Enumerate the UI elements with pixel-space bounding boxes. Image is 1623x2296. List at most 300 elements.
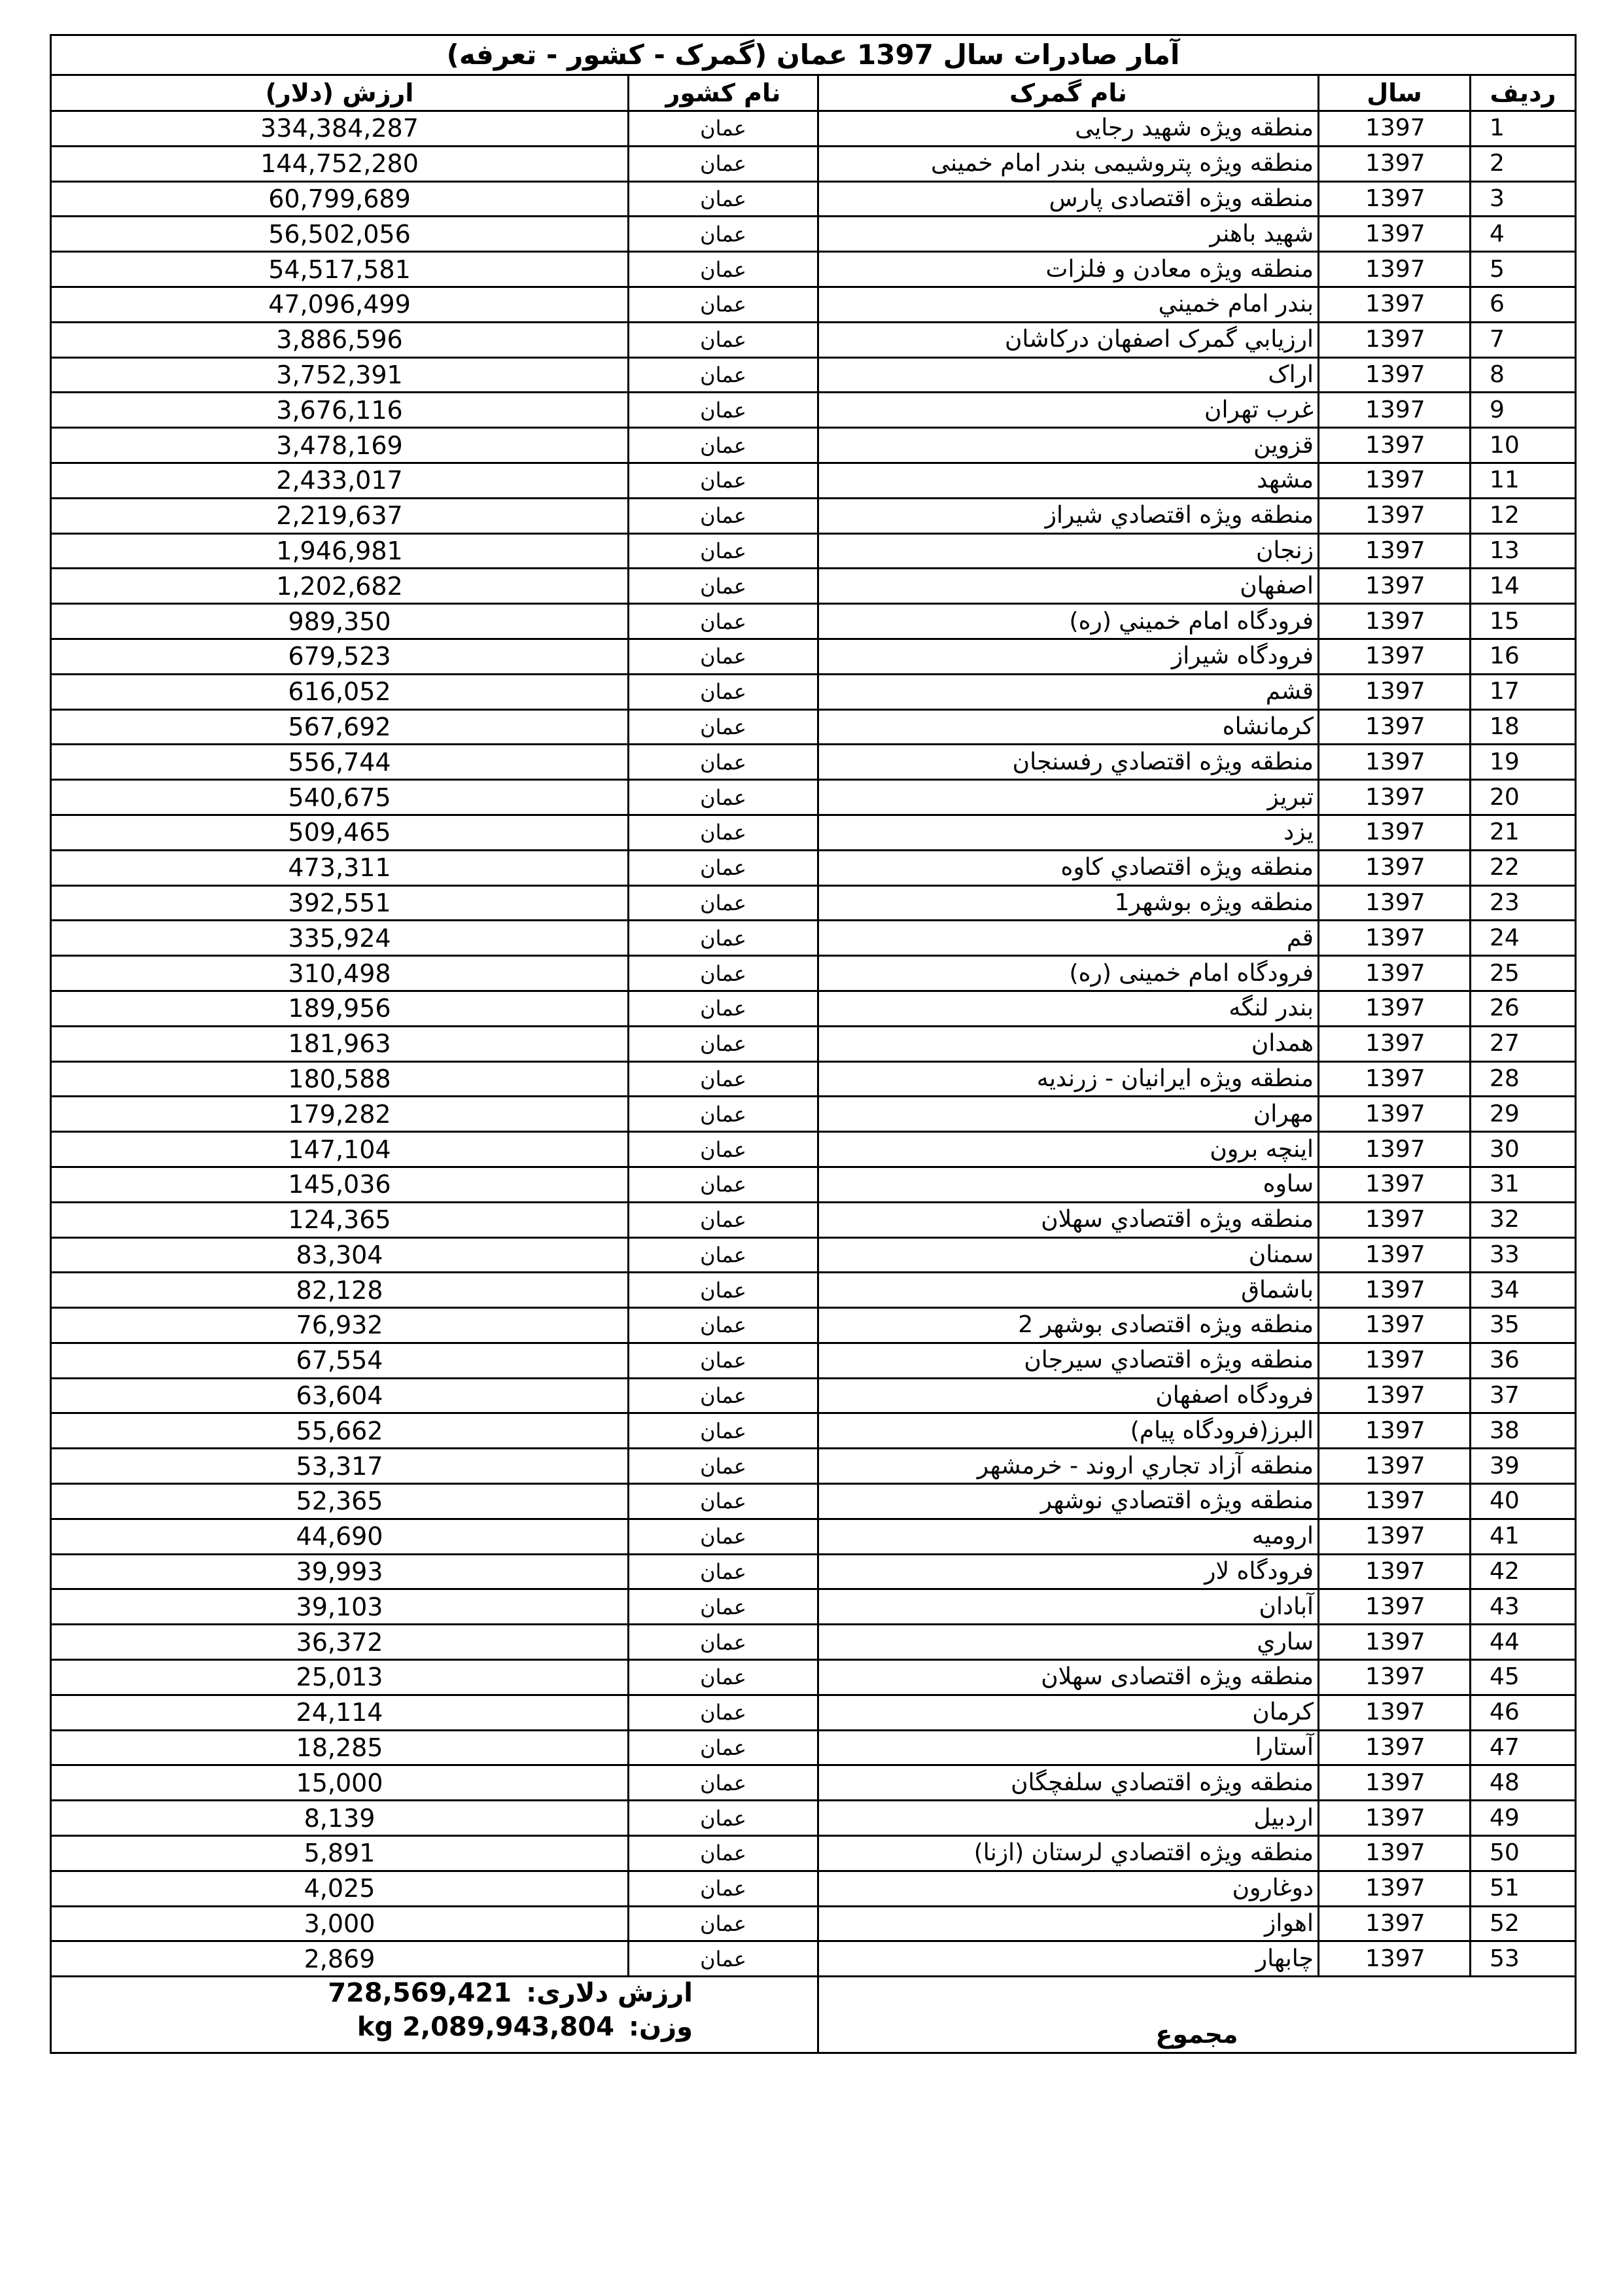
row-customs-name: فرودگاه اصفهان	[818, 1378, 1319, 1413]
header-index: ردیف	[1471, 75, 1576, 111]
row-year: 1397	[1319, 709, 1471, 745]
row-country-name: عمان	[629, 1167, 818, 1202]
row-year: 1397	[1319, 885, 1471, 921]
row-index: 33	[1471, 1237, 1576, 1273]
row-year: 1397	[1319, 463, 1471, 498]
row-customs-name: قم	[818, 921, 1319, 956]
row-year: 1397	[1319, 146, 1471, 181]
row-customs-name: کرمان	[818, 1695, 1319, 1730]
row-country-name: عمان	[629, 1132, 818, 1167]
summary-value-line	[52, 1980, 693, 2014]
row-value-usd: 8,139	[51, 1801, 629, 1836]
row-year: 1397	[1319, 1026, 1471, 1061]
table-row	[51, 217, 1576, 252]
row-customs-name: مهران	[818, 1097, 1319, 1132]
row-country-name: عمان	[629, 498, 818, 533]
row-country-name: عمان	[629, 956, 818, 991]
row-value-usd: 56,502,056	[51, 217, 629, 252]
row-year: 1397	[1319, 1871, 1471, 1906]
table-row	[51, 639, 1576, 674]
row-index: 15	[1471, 604, 1576, 639]
row-country-name: عمان	[629, 1484, 818, 1519]
row-index: 34	[1471, 1273, 1576, 1308]
row-value-usd: 2,869	[51, 1941, 629, 1977]
row-index: 1	[1471, 111, 1576, 147]
row-year: 1397	[1319, 1413, 1471, 1449]
row-index: 28	[1471, 1061, 1576, 1097]
table-row	[51, 1765, 1576, 1801]
table-row	[51, 745, 1576, 780]
row-index: 23	[1471, 885, 1576, 921]
row-country-name: عمان	[629, 1308, 818, 1343]
row-country-name: عمان	[629, 217, 818, 252]
row-customs-name: فرودگاه لار	[818, 1554, 1319, 1589]
row-value-usd: 310,498	[51, 956, 629, 991]
row-country-name: عمان	[629, 921, 818, 956]
table-body	[51, 35, 1576, 2053]
row-year: 1397	[1319, 991, 1471, 1026]
table-row	[51, 1836, 1576, 1871]
row-year: 1397	[1319, 1695, 1471, 1730]
row-customs-name: منطقه ويژه اقتصادي سيرجان	[818, 1343, 1319, 1378]
row-index: 39	[1471, 1449, 1576, 1484]
table-row	[51, 287, 1576, 322]
row-year: 1397	[1319, 1906, 1471, 1941]
table-row	[51, 1132, 1576, 1167]
row-year: 1397	[1319, 287, 1471, 322]
row-country-name: عمان	[629, 463, 818, 498]
summary-weight-line	[52, 2014, 693, 2048]
table-row	[51, 1026, 1576, 1061]
table-row	[51, 1519, 1576, 1554]
table-row	[51, 1871, 1576, 1906]
row-index: 38	[1471, 1413, 1576, 1449]
row-customs-name: مشهد	[818, 463, 1319, 498]
row-index: 9	[1471, 393, 1576, 428]
row-value-usd: 540,675	[51, 780, 629, 815]
row-year: 1397	[1319, 428, 1471, 463]
summary-weight-label: وزن:	[628, 2012, 693, 2043]
header-row	[51, 75, 1576, 111]
row-country-name: عمان	[629, 357, 818, 393]
row-index: 10	[1471, 428, 1576, 463]
row-year: 1397	[1319, 745, 1471, 780]
row-country-name: عمان	[629, 181, 818, 217]
row-index: 48	[1471, 1765, 1576, 1801]
row-country-name: عمان	[629, 1449, 818, 1484]
row-value-usd: 334,384,287	[51, 111, 629, 147]
row-customs-name: سمنان	[818, 1237, 1319, 1273]
row-country-name: عمان	[629, 991, 818, 1026]
header-value: ارزش (دلار)	[51, 75, 629, 111]
table-row	[51, 1660, 1576, 1695]
row-customs-name: اصفهان	[818, 569, 1319, 604]
row-year: 1397	[1319, 498, 1471, 533]
row-customs-name: ساوه	[818, 1167, 1319, 1202]
row-country-name: عمان	[629, 815, 818, 850]
row-year: 1397	[1319, 111, 1471, 147]
row-customs-name: بندر امام خميني	[818, 287, 1319, 322]
row-country-name: عمان	[629, 1061, 818, 1097]
row-country-name: عمان	[629, 1026, 818, 1061]
row-year: 1397	[1319, 1097, 1471, 1132]
row-value-usd: 3,676,116	[51, 393, 629, 428]
summary-row	[51, 1977, 1576, 2053]
row-customs-name: آبادان	[818, 1589, 1319, 1625]
table-row	[51, 322, 1576, 357]
row-customs-name: زنجان	[818, 533, 1319, 569]
row-index: 50	[1471, 1836, 1576, 1871]
row-country-name: عمان	[629, 1695, 818, 1730]
row-index: 45	[1471, 1660, 1576, 1695]
row-year: 1397	[1319, 1660, 1471, 1695]
row-country-name: عمان	[629, 709, 818, 745]
row-index: 24	[1471, 921, 1576, 956]
row-year: 1397	[1319, 815, 1471, 850]
row-year: 1397	[1319, 1554, 1471, 1589]
row-value-usd: 52,365	[51, 1484, 629, 1519]
row-value-usd: 83,304	[51, 1237, 629, 1273]
row-value-usd: 556,744	[51, 745, 629, 780]
summary-label: مجموع	[818, 1977, 1576, 2053]
row-customs-name: منطقه ویژه پتروشیمی بندر امام خمینی	[818, 146, 1319, 181]
row-country-name: عمان	[629, 850, 818, 885]
row-index: 46	[1471, 1695, 1576, 1730]
row-value-usd: 18,285	[51, 1730, 629, 1765]
table-row	[51, 1941, 1576, 1977]
row-customs-name: منطقه ويژه اقتصادي لرستان (ازنا)	[818, 1836, 1319, 1871]
header-year: سال	[1319, 75, 1471, 111]
row-year: 1397	[1319, 1941, 1471, 1977]
row-country-name: عمان	[629, 1519, 818, 1554]
row-value-usd: 2,219,637	[51, 498, 629, 533]
row-value-usd: 67,554	[51, 1343, 629, 1378]
row-index: 20	[1471, 780, 1576, 815]
row-customs-name: منطقه ويژه بوشهر1	[818, 885, 1319, 921]
table-row	[51, 498, 1576, 533]
row-year: 1397	[1319, 1202, 1471, 1237]
row-value-usd: 36,372	[51, 1625, 629, 1660]
table-row	[51, 1308, 1576, 1343]
row-country-name: عمان	[629, 780, 818, 815]
row-customs-name: منطقه ويژه اقتصادي شيراز	[818, 498, 1319, 533]
row-value-usd: 55,662	[51, 1413, 629, 1449]
table-row	[51, 991, 1576, 1026]
row-customs-name: غرب تهران	[818, 393, 1319, 428]
row-year: 1397	[1319, 1519, 1471, 1554]
row-customs-name: اينچه برون	[818, 1132, 1319, 1167]
row-value-usd: 54,517,581	[51, 252, 629, 287]
row-value-usd: 124,365	[51, 1202, 629, 1237]
row-year: 1397	[1319, 850, 1471, 885]
table-row	[51, 1097, 1576, 1132]
row-customs-name: ارزيابي گمرک اصفهان درکاشان	[818, 322, 1319, 357]
row-year: 1397	[1319, 1343, 1471, 1378]
row-value-usd: 473,311	[51, 850, 629, 885]
row-index: 7	[1471, 322, 1576, 357]
row-value-usd: 3,478,169	[51, 428, 629, 463]
table-row	[51, 709, 1576, 745]
row-year: 1397	[1319, 1730, 1471, 1765]
table-row	[51, 1413, 1576, 1449]
row-year: 1397	[1319, 1801, 1471, 1836]
row-country-name: عمان	[629, 146, 818, 181]
row-index: 18	[1471, 709, 1576, 745]
table-row	[51, 1906, 1576, 1941]
row-country-name: عمان	[629, 1906, 818, 1941]
row-year: 1397	[1319, 1237, 1471, 1273]
row-index: 22	[1471, 850, 1576, 885]
table-row	[51, 1202, 1576, 1237]
row-country-name: عمان	[629, 1378, 818, 1413]
row-index: 16	[1471, 639, 1576, 674]
row-customs-name: منطقه ويژه اقتصادي سهلان	[818, 1202, 1319, 1237]
row-index: 21	[1471, 815, 1576, 850]
table-row	[51, 111, 1576, 147]
row-index: 32	[1471, 1202, 1576, 1237]
row-year: 1397	[1319, 217, 1471, 252]
row-value-usd: 189,956	[51, 991, 629, 1026]
row-year: 1397	[1319, 393, 1471, 428]
row-value-usd: 76,932	[51, 1308, 629, 1343]
row-index: 4	[1471, 217, 1576, 252]
row-country-name: عمان	[629, 1625, 818, 1660]
row-year: 1397	[1319, 1449, 1471, 1484]
row-country-name: عمان	[629, 1202, 818, 1237]
row-year: 1397	[1319, 780, 1471, 815]
row-country-name: عمان	[629, 1097, 818, 1132]
row-country-name: عمان	[629, 1765, 818, 1801]
row-country-name: عمان	[629, 1871, 818, 1906]
summary-values	[51, 1977, 818, 2053]
table-row	[51, 956, 1576, 991]
row-customs-name: البرز(فرودگاه پیام)	[818, 1413, 1319, 1449]
row-value-usd: 39,103	[51, 1589, 629, 1625]
table-row	[51, 815, 1576, 850]
row-year: 1397	[1319, 1589, 1471, 1625]
table-row	[51, 1167, 1576, 1202]
row-customs-name: منطقه ويژه اقتصادي کاوه	[818, 850, 1319, 885]
row-year: 1397	[1319, 1061, 1471, 1097]
row-year: 1397	[1319, 639, 1471, 674]
row-value-usd: 82,128	[51, 1273, 629, 1308]
table-title: آمار صادرات سال 1397 عمان (گمرک - کشور - تعرفه)	[51, 35, 1576, 75]
row-customs-name: منطقه ویژه اقتصادی بوشهر 2	[818, 1308, 1319, 1343]
table-row	[51, 357, 1576, 393]
row-country-name: عمان	[629, 252, 818, 287]
row-value-usd: 24,114	[51, 1695, 629, 1730]
row-country-name: عمان	[629, 1836, 818, 1871]
row-year: 1397	[1319, 1132, 1471, 1167]
table-row	[51, 569, 1576, 604]
row-index: 14	[1471, 569, 1576, 604]
row-index: 6	[1471, 287, 1576, 322]
row-country-name: عمان	[629, 287, 818, 322]
row-value-usd: 3,752,391	[51, 357, 629, 393]
row-customs-name: اراک	[818, 357, 1319, 393]
row-year: 1397	[1319, 1378, 1471, 1413]
row-index: 49	[1471, 1801, 1576, 1836]
row-value-usd: 3,886,596	[51, 322, 629, 357]
row-index: 37	[1471, 1378, 1576, 1413]
row-country-name: عمان	[629, 1589, 818, 1625]
row-value-usd: 1,202,682	[51, 569, 629, 604]
row-country-name: عمان	[629, 604, 818, 639]
row-value-usd: 181,963	[51, 1026, 629, 1061]
row-country-name: عمان	[629, 674, 818, 709]
row-customs-name: اهواز	[818, 1906, 1319, 1941]
row-country-name: عمان	[629, 745, 818, 780]
row-customs-name: منطقه ویژه شهید رجایی	[818, 111, 1319, 147]
row-customs-name: منطقه ویژه اقتصادی پارس	[818, 181, 1319, 217]
row-country-name: عمان	[629, 1237, 818, 1273]
table-row	[51, 850, 1576, 885]
row-value-usd: 335,924	[51, 921, 629, 956]
table-row	[51, 1801, 1576, 1836]
row-index: 29	[1471, 1097, 1576, 1132]
row-customs-name: منطقه ویژه معادن و فلزات	[818, 252, 1319, 287]
row-value-usd: 180,588	[51, 1061, 629, 1097]
table-row	[51, 181, 1576, 217]
table-row	[51, 1273, 1576, 1308]
row-index: 35	[1471, 1308, 1576, 1343]
row-value-usd: 53,317	[51, 1449, 629, 1484]
row-customs-name: بندر لنگه	[818, 991, 1319, 1026]
row-country-name: عمان	[629, 1554, 818, 1589]
table-row	[51, 393, 1576, 428]
row-country-name: عمان	[629, 1343, 818, 1378]
row-index: 52	[1471, 1906, 1576, 1941]
row-index: 25	[1471, 956, 1576, 991]
row-index: 12	[1471, 498, 1576, 533]
table-row	[51, 146, 1576, 181]
row-customs-name: ساري	[818, 1625, 1319, 1660]
row-year: 1397	[1319, 956, 1471, 991]
row-country-name: عمان	[629, 569, 818, 604]
row-country-name: عمان	[629, 1801, 818, 1836]
row-value-usd: 25,013	[51, 1660, 629, 1695]
row-index: 11	[1471, 463, 1576, 498]
row-customs-name: فرودگاه شيراز	[818, 639, 1319, 674]
row-value-usd: 144,752,280	[51, 146, 629, 181]
summary-value-total: 728,569,421	[328, 1978, 512, 2009]
row-index: 5	[1471, 252, 1576, 287]
row-customs-name: تبريز	[818, 780, 1319, 815]
row-country-name: عمان	[629, 322, 818, 357]
row-year: 1397	[1319, 1167, 1471, 1202]
row-country-name: عمان	[629, 428, 818, 463]
table-row	[51, 533, 1576, 569]
row-customs-name: باشماق	[818, 1273, 1319, 1308]
row-customs-name: منطقه آزاد تجاري اروند - خرمشهر	[818, 1449, 1319, 1484]
row-index: 3	[1471, 181, 1576, 217]
row-customs-name: منطقه ويژه اقتصادي رفسنجان	[818, 745, 1319, 780]
row-index: 47	[1471, 1730, 1576, 1765]
row-index: 30	[1471, 1132, 1576, 1167]
row-customs-name: قزوين	[818, 428, 1319, 463]
row-year: 1397	[1319, 1484, 1471, 1519]
row-customs-name: شهید باهنر	[818, 217, 1319, 252]
row-value-usd: 679,523	[51, 639, 629, 674]
row-value-usd: 3,000	[51, 1906, 629, 1941]
row-value-usd: 567,692	[51, 709, 629, 745]
row-year: 1397	[1319, 604, 1471, 639]
row-value-usd: 5,891	[51, 1836, 629, 1871]
table-row	[51, 1589, 1576, 1625]
row-year: 1397	[1319, 921, 1471, 956]
row-country-name: عمان	[629, 393, 818, 428]
row-country-name: عمان	[629, 1413, 818, 1449]
row-customs-name: اردبيل	[818, 1801, 1319, 1836]
table-row	[51, 1554, 1576, 1589]
row-index: 27	[1471, 1026, 1576, 1061]
row-customs-name: يزد	[818, 815, 1319, 850]
row-index: 42	[1471, 1554, 1576, 1589]
row-year: 1397	[1319, 1625, 1471, 1660]
table-row	[51, 885, 1576, 921]
row-year: 1397	[1319, 322, 1471, 357]
row-value-usd: 392,551	[51, 885, 629, 921]
row-country-name: عمان	[629, 1941, 818, 1977]
export-statistics-document	[50, 34, 1575, 2054]
row-index: 8	[1471, 357, 1576, 393]
row-year: 1397	[1319, 533, 1471, 569]
table-row	[51, 252, 1576, 287]
row-index: 26	[1471, 991, 1576, 1026]
row-customs-name: منطقه ویژه اقتصادی سهلان	[818, 1660, 1319, 1695]
row-index: 51	[1471, 1871, 1576, 1906]
row-value-usd: 179,282	[51, 1097, 629, 1132]
table-row	[51, 1730, 1576, 1765]
row-index: 40	[1471, 1484, 1576, 1519]
export-table	[50, 34, 1577, 2054]
row-customs-name: منطقه ویژه ایرانیان - زرندیه	[818, 1061, 1319, 1097]
row-customs-name: همدان	[818, 1026, 1319, 1061]
table-row	[51, 1378, 1576, 1413]
row-value-usd: 63,604	[51, 1378, 629, 1413]
table-row	[51, 1695, 1576, 1730]
row-year: 1397	[1319, 1765, 1471, 1801]
row-country-name: عمان	[629, 885, 818, 921]
row-value-usd: 60,799,689	[51, 181, 629, 217]
row-value-usd: 509,465	[51, 815, 629, 850]
row-year: 1397	[1319, 1273, 1471, 1308]
row-country-name: عمان	[629, 533, 818, 569]
row-index: 53	[1471, 1941, 1576, 1977]
row-index: 41	[1471, 1519, 1576, 1554]
row-customs-name: قشم	[818, 674, 1319, 709]
table-row	[51, 1343, 1576, 1378]
row-customs-name: منطقه ويژه اقتصادي نوشهر	[818, 1484, 1319, 1519]
table-row	[51, 1449, 1576, 1484]
row-index: 13	[1471, 533, 1576, 569]
table-row	[51, 1625, 1576, 1660]
row-value-usd: 44,690	[51, 1519, 629, 1554]
table-row	[51, 1237, 1576, 1273]
row-value-usd: 147,104	[51, 1132, 629, 1167]
row-value-usd: 39,993	[51, 1554, 629, 1589]
row-customs-name: چابهار	[818, 1941, 1319, 1977]
table-row	[51, 674, 1576, 709]
row-value-usd: 4,025	[51, 1871, 629, 1906]
row-year: 1397	[1319, 181, 1471, 217]
row-year: 1397	[1319, 252, 1471, 287]
header-country: نام کشور	[629, 75, 818, 111]
row-year: 1397	[1319, 357, 1471, 393]
row-index: 19	[1471, 745, 1576, 780]
table-row	[51, 921, 1576, 956]
row-customs-name: منطقه ويژه اقتصادي سلفچگان	[818, 1765, 1319, 1801]
